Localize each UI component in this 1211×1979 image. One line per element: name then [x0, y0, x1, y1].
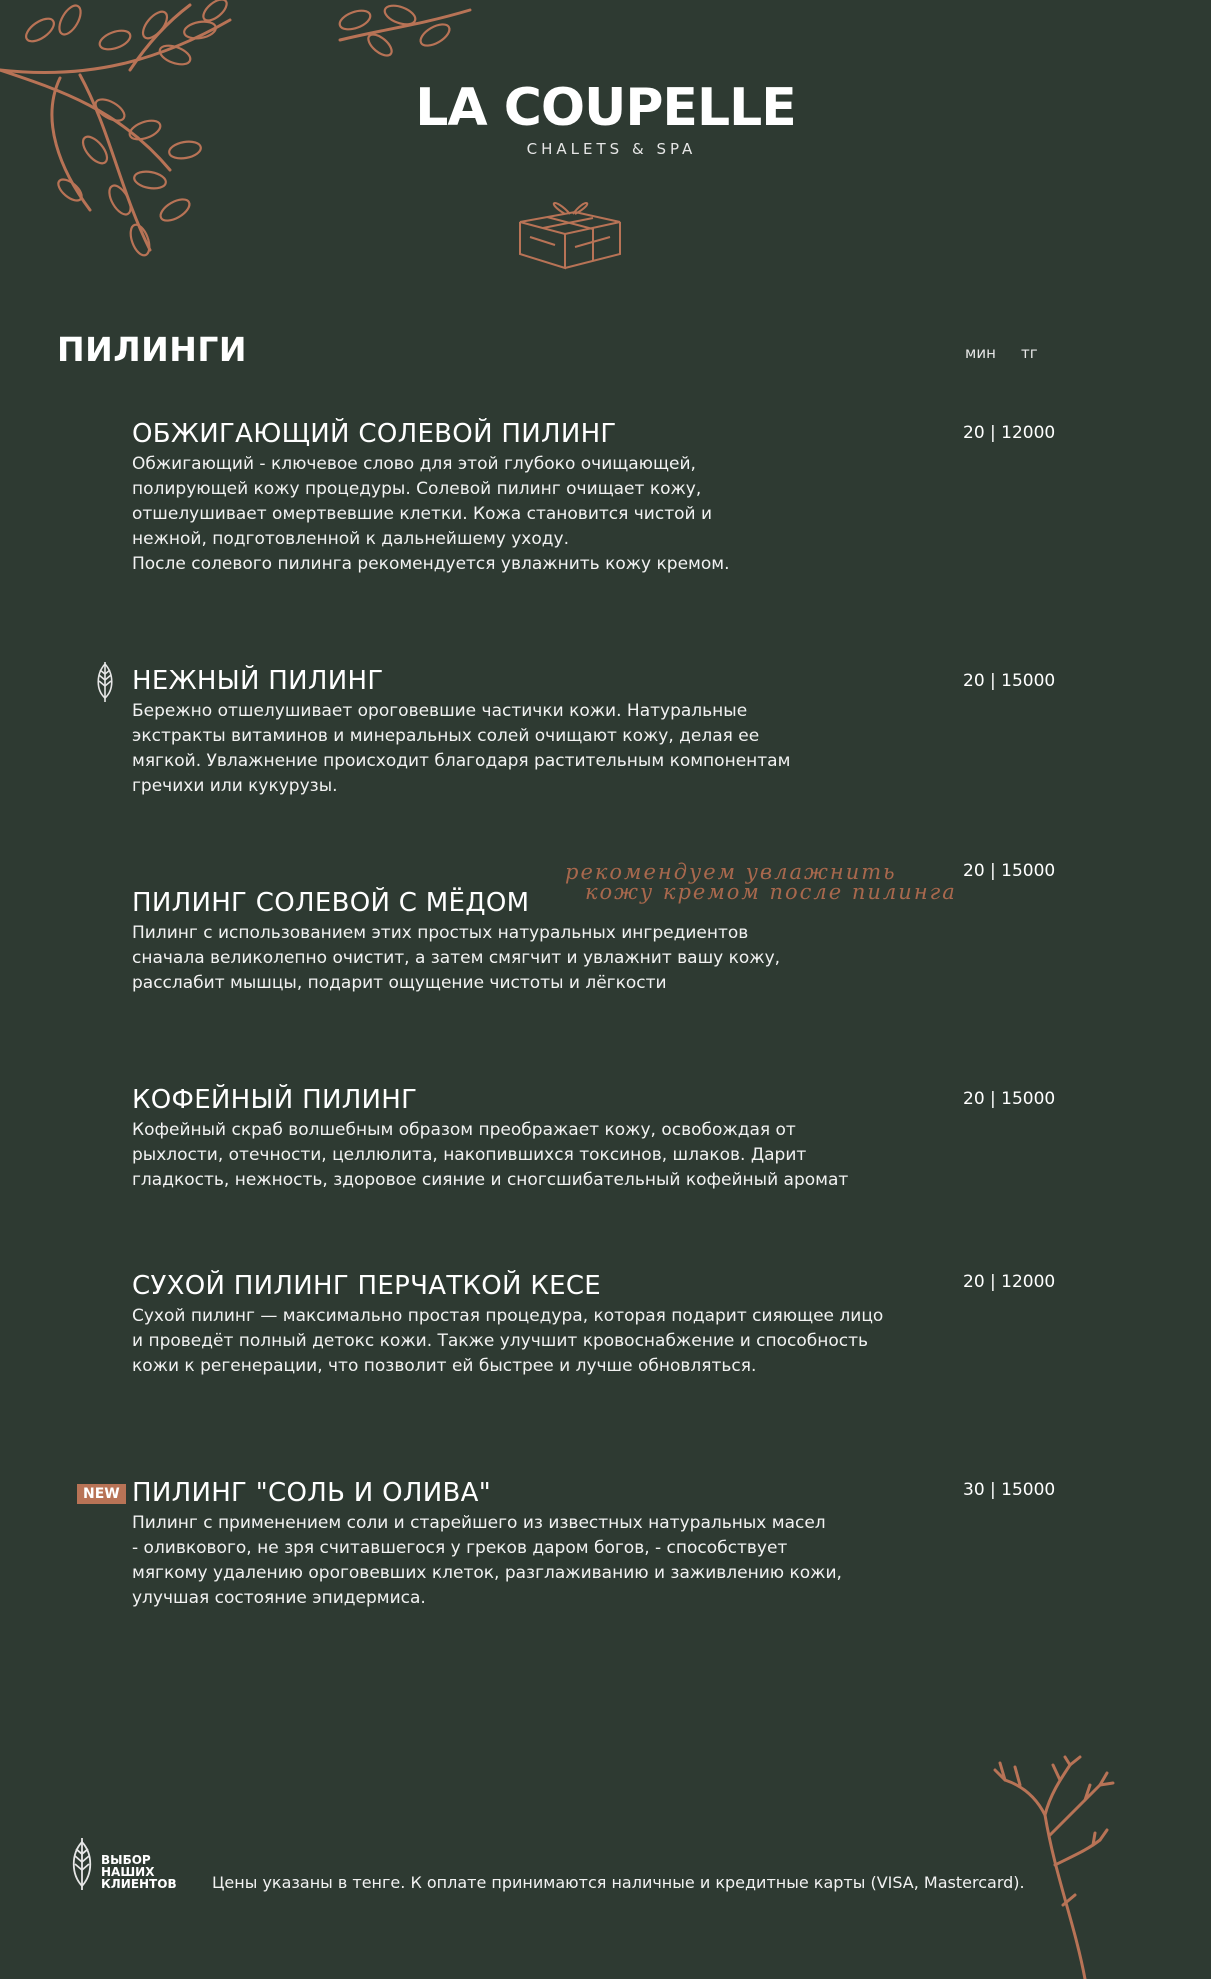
clients-choice-line: ВЫБОР [101, 1853, 151, 1867]
item-description: Пилинг с использованием этих простых натуральных ингредиентов сначала великолепно очистит, а затем смягчит и увлажнит вашу кожу, расслабит мышцы, подарит ощущение чистоты и лёгкости [132, 923, 781, 993]
leaf-icon [94, 660, 116, 704]
brand-name: LA COUPELLE [415, 78, 796, 138]
item-title: НЕЖНЫЙ ПИЛИНГ [132, 666, 384, 696]
menu-item [132, 665, 962, 799]
brand-tagline: CHALETS & SPA [526, 140, 697, 158]
note-line: рекомендуем увлажнить [565, 860, 897, 884]
item-description: Сухой пилинг — максимально простая процедура, которая подарит сияющее лицо и проведёт полный детокс кожи. Также улучшит кровоснабжение и способность кожи к регенерации, что позволит ей быстрее и лучше обновляться. [132, 1306, 884, 1376]
item-description: Обжигающий - ключевое слово для этой глубоко очищающей, полирующей кожу процедуры. Солевой пилинг очищает кожу, отшелушивает омертвевшие клетки. Кожа становится чистой и нежной, подготовленной к дальнейшему уходу. После солевого пилинга рекомендуется увлажнить кожу кремом. [132, 454, 730, 574]
note-line: кожу кремом после пилинга [585, 880, 957, 904]
item-title: КОФЕЙНЫЙ ПИЛИНГ [132, 1085, 418, 1115]
item-title: ПИЛИНГ СОЛЕВОЙ С МЁДОМ [132, 888, 530, 918]
item-title: ПИЛИНГ "СОЛЬ И ОЛИВА" [132, 1478, 491, 1508]
column-price: тг [1021, 344, 1038, 362]
section-title: ПИЛИНГИ [57, 330, 248, 369]
menu-item [132, 1084, 962, 1193]
item-title: СУХОЙ ПИЛИНГ ПЕРЧАТКОЙ КЕСЕ [132, 1271, 602, 1301]
item-price: 20 | 15000 [963, 1089, 1056, 1109]
clients-choice-label [101, 1854, 177, 1890]
coral-branch-decoration [975, 1755, 1125, 1979]
menu-item [132, 1270, 962, 1379]
leaf-icon [68, 1836, 96, 1892]
footer-note: Цены указаны в тенге. К оплате принимаются наличные и кредитные карты (VISA, Mastercard). [212, 1873, 1025, 1892]
brand-logo [0, 78, 1211, 158]
item-description: Бережно отшелушивает ороговевшие частички кожи. Натуральные экстракты витаминов и минеральных солей очищают кожу, делая ее мягкой. Увлажнение происходит благодаря растительным компонентам гречихи или кукурузы. [132, 701, 791, 796]
item-price: 20 | 12000 [963, 423, 1056, 443]
item-price: 20 | 12000 [963, 1272, 1056, 1292]
item-price: 20 | 15000 [963, 861, 1056, 881]
item-price: 30 | 15000 [963, 1480, 1056, 1500]
item-price: 20 | 15000 [963, 671, 1056, 691]
item-description: Кофейный скраб волшебным образом преображает кожу, освобождая от рыхлости, отечности, целлюлита, накопившихся токсинов, шлаков. Дарит гладкость, нежность, здоровое сияние и сногсшибательный кофейный аромат [132, 1120, 849, 1190]
item-description: Пилинг с применением соли и старейшего из известных натуральных масел - оливкового, не зря считавшегося у греков даром богов, - способствует мягкому удалению ороговевших клеток, разглаживанию и заживлению кожи, улучшая состояние эпидермиса. [132, 1513, 842, 1608]
gift-box-icon [515, 192, 625, 272]
clients-choice-line: КЛИЕНТОВ [101, 1877, 177, 1891]
menu-item [132, 1477, 962, 1611]
item-title: ОБЖИГАЮЩИЙ СОЛЕВОЙ ПИЛИНГ [132, 419, 617, 449]
clients-choice-line: НАШИХ [101, 1865, 155, 1879]
column-minutes: мин [965, 344, 996, 362]
new-badge: NEW [77, 1484, 126, 1504]
menu-item [132, 887, 962, 996]
menu-item [132, 418, 962, 577]
